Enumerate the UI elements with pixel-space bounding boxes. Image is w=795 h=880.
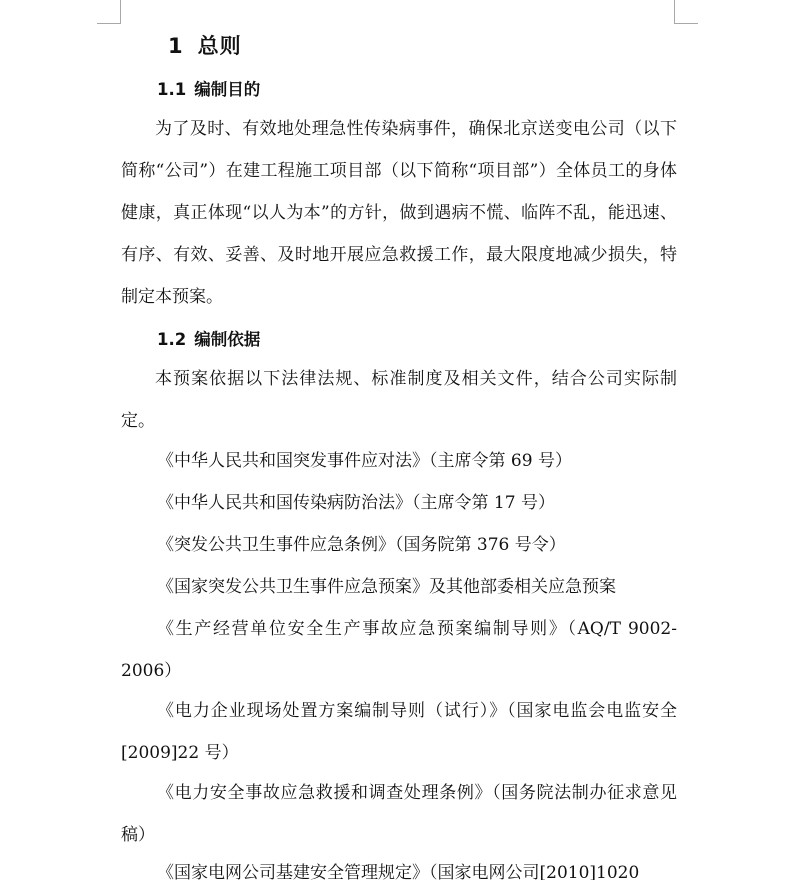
reference-item: 《国家突发公共卫生事件应急预案》及其他部委相关应急预案 bbox=[157, 577, 616, 597]
reference-item: 《生产经营单位安全生产事故应急预案编制导则》（AQ/T 9002-2006） bbox=[121, 619, 677, 681]
section-title-1-1: 编制目的 bbox=[194, 80, 261, 99]
purpose-paragraph: 为了及时、有效地处理急性传染病事件，确保北京送变电公司（以下简称“公司”）在建工程施工项目部（以下简称“项目部”）全体员工的身体健康，真正体现“以人为本”的方针，做到遇病不慌、临阵不乱，能迅速、有序、有效、妥善、及时地开展应急救援工作，最大限度地减少损失，特制定本预案。 bbox=[121, 119, 677, 307]
reference-item: 《电力安全事故应急救援和调查处理条例》（国务院法制办征求意见稿） bbox=[121, 783, 677, 845]
section-heading-1-1 bbox=[157, 76, 260, 100]
reference-item: 《突发公共卫生事件应急条例》（国务院第 376 号令） bbox=[157, 535, 566, 555]
reference-item: 《中华人民共和国突发事件应对法》（主席令第 69 号） bbox=[157, 451, 572, 471]
basis-intro-paragraph: 本预案依据以下法律法规、标准制度及相关文件，结合公司实际制定。 bbox=[121, 369, 677, 431]
chapter-heading bbox=[168, 30, 242, 60]
section-number-1-1: 1.1 bbox=[157, 80, 187, 99]
reference-item: 《国家电网公司基建安全管理规定》（国家电网公司[2010]1020 bbox=[157, 863, 640, 880]
chapter-number: 1 bbox=[168, 34, 184, 58]
section-title-1-2: 编制依据 bbox=[194, 330, 261, 349]
section-number-1-2: 1.2 bbox=[157, 330, 187, 349]
reference-item: 《电力企业现场处置方案编制导则（试行）》（国家电监会电监安全[2009]22 号） bbox=[121, 701, 677, 763]
chapter-title: 总则 bbox=[197, 34, 242, 58]
reference-item: 《中华人民共和国传染病防治法》（主席令第 17 号） bbox=[157, 493, 555, 513]
section-heading-1-2 bbox=[157, 326, 260, 350]
